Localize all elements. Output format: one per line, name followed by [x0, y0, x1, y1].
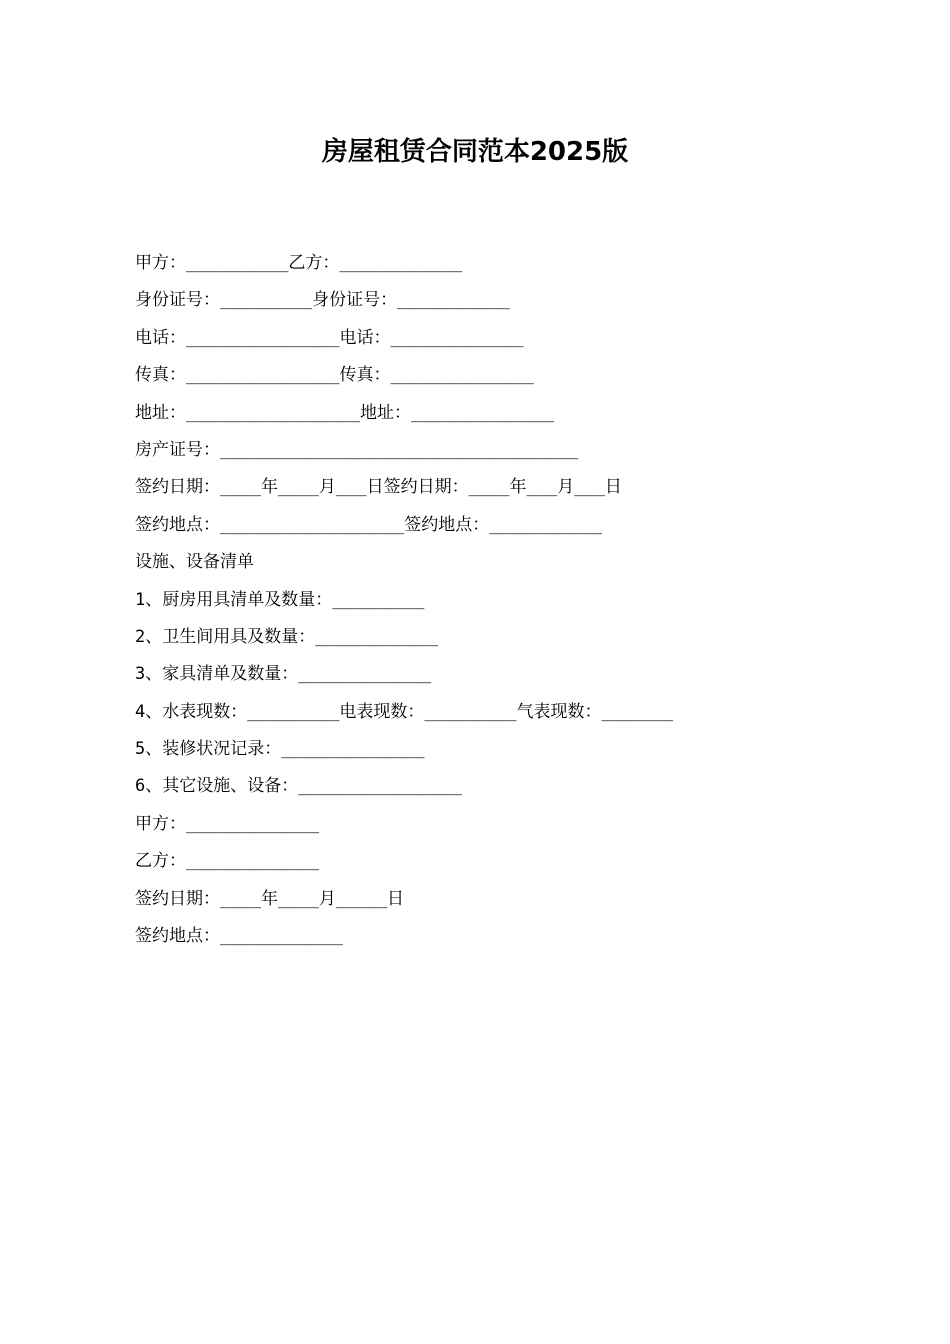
bathroom-items-line: 2、卫生间用具及数量：____________	[135, 626, 439, 647]
final-signing-date-line: 签约日期：____年____月_____日	[135, 888, 405, 909]
fax-line: 传真：_______________传真：______________	[135, 365, 534, 386]
contract-body	[135, 250, 835, 960]
property-cert-line: 房产证号：___________________________________	[135, 439, 579, 460]
meter-readings-line: 4、水表现数：_________电表现数：_________气表现数：_______	[135, 701, 674, 722]
decoration-record-line: 5、装修状况记录：______________	[135, 739, 425, 760]
signing-date-line: 签约日期：____年____月___日签约日期：____年___月___日	[135, 477, 622, 498]
party-b-sign-line: 乙方：_____________	[135, 851, 320, 872]
party-a-sign-line: 甲方：_____________	[135, 813, 320, 834]
phone-line: 电话：_______________电话：_____________	[135, 327, 524, 348]
address-line: 地址：_________________地址：______________	[135, 402, 555, 423]
id-number-line: 身份证号：_________身份证号：___________	[135, 290, 510, 311]
other-facilities-line: 6、其它设施、设备：________________	[135, 776, 462, 797]
furniture-items-line: 3、家具清单及数量：_____________	[135, 664, 432, 685]
document-title: 房屋租赁合同范本2025版	[321, 137, 629, 167]
signing-place-line: 签约地点：__________________签约地点：___________	[135, 514, 602, 535]
facilities-heading: 设施、设备清单	[135, 552, 254, 573]
kitchen-items-line: 1、厨房用具清单及数量：_________	[135, 589, 425, 610]
final-signing-place-line: 签约地点：____________	[135, 926, 343, 947]
party-line: 甲方：__________乙方：____________	[135, 253, 463, 273]
